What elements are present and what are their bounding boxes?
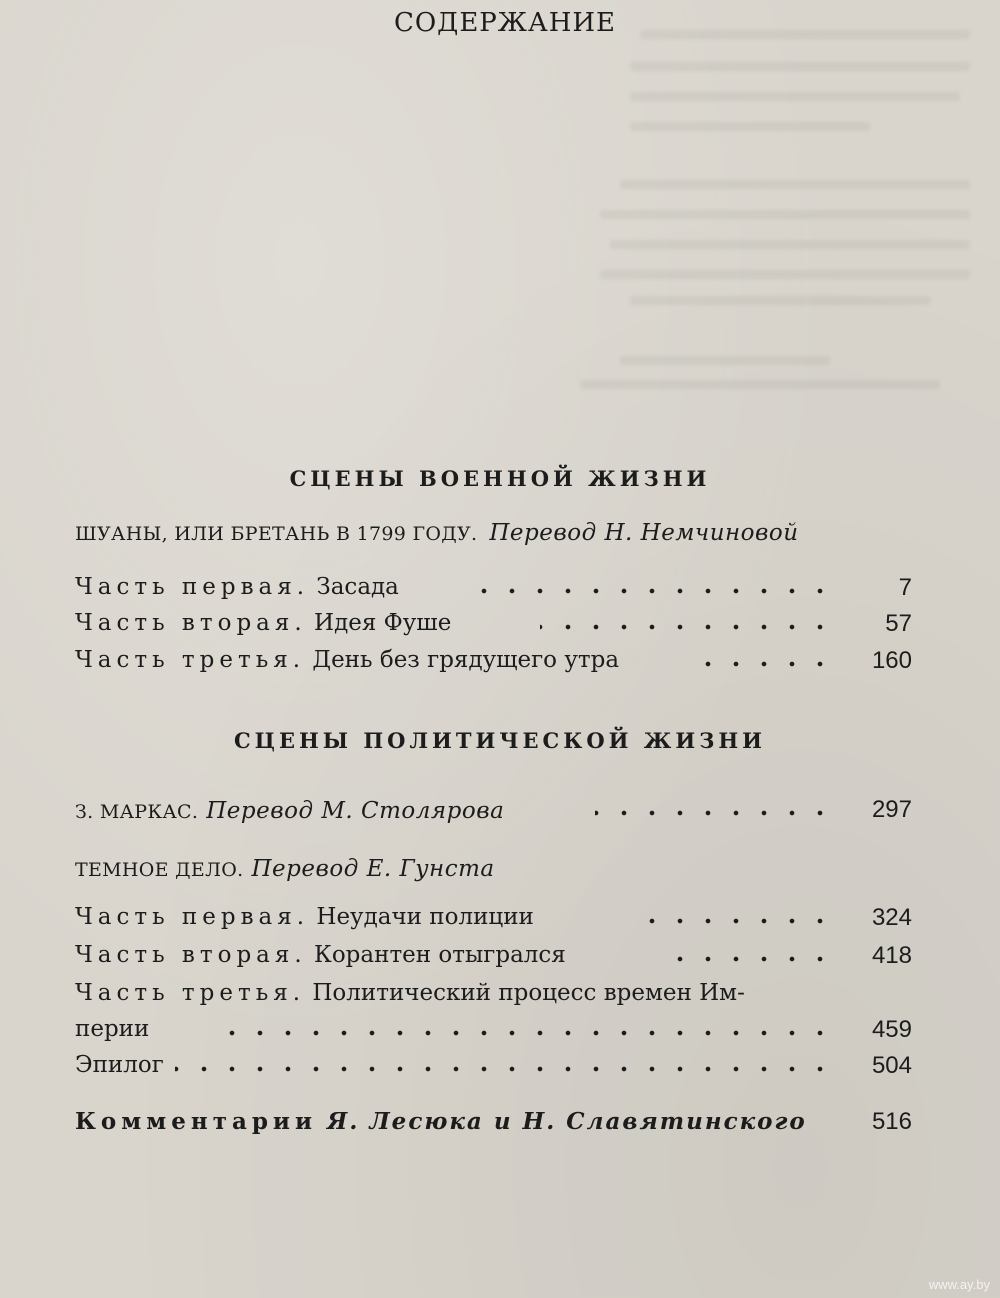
leader-dots [225,1026,834,1040]
page-number: 516 [871,1108,912,1135]
leader-dots [675,952,834,966]
work-translator: Перевод Е. Гунста [251,856,495,882]
toc-entry [75,574,912,608]
toc-entry [75,942,912,976]
page-number: 504 [871,1052,912,1079]
work-translator: Перевод М. Столярова [206,798,505,824]
leader-dots [540,620,834,634]
page-title: СОДЕРЖАНИЕ [393,8,617,38]
toc-entry [75,610,912,644]
toc-entry-commentary [75,1108,912,1142]
section-title-political: СЦЕНЫ ПОЛИТИЧЕСКОЙ ЖИЗНИ [233,728,767,753]
page-number: 324 [871,904,912,931]
entry-label: Часть вторая. Идея Фуше [75,610,452,636]
entry-label: Эпилог [75,1052,164,1078]
toc-entry [75,980,912,1050]
entry-label-continuation: перии [75,1016,150,1042]
leader-dots [645,914,834,928]
page-number: 459 [871,1016,912,1043]
leader-dots [595,806,834,820]
toc-entry [75,904,912,938]
leader-dots [175,1062,834,1076]
work-translator: Перевод Н. Немчиновой [489,520,799,546]
entry-label: Часть третья. День без грядущего утра [75,647,620,673]
entry-label: Часть вторая. Корантен отыгрался [75,942,566,968]
page-number: 297 [871,796,912,823]
entry-label: Часть первая. Засада [75,574,399,600]
entry-label: Часть первая. Неудачи полиции [75,904,534,930]
bleed-through-text [0,0,1000,420]
leader-dots [470,584,834,598]
watermark: www.ay.by [928,1277,990,1292]
work-title-z-marcas [75,798,504,824]
page-number: 7 [898,574,912,601]
section-title-military: СЦЕНЫ ВОЕННОЙ ЖИЗНИ [289,466,711,491]
toc-entry-z-marcas [75,796,912,830]
page-number: 160 [871,647,912,674]
work-name: ШУАНЫ, ИЛИ БРЕТАНЬ В 1799 ГОДУ. [75,523,478,545]
entry-label: Часть третья. Политический процесс времен Им- [75,980,745,1006]
page-number: 57 [885,610,912,637]
work-title-dark-affair [75,856,495,882]
entry-label: Комментарии Я. Лесюка и Н. Славятинского [75,1108,807,1135]
page-number: 418 [871,942,912,969]
toc-entry [75,647,912,681]
work-name: ТЕМНОЕ ДЕЛО. [75,859,244,881]
work-name: З. МАРКАС. [75,801,199,823]
work-title-chouans [75,520,799,546]
leader-dots [705,657,834,671]
toc-entry [75,1052,912,1086]
